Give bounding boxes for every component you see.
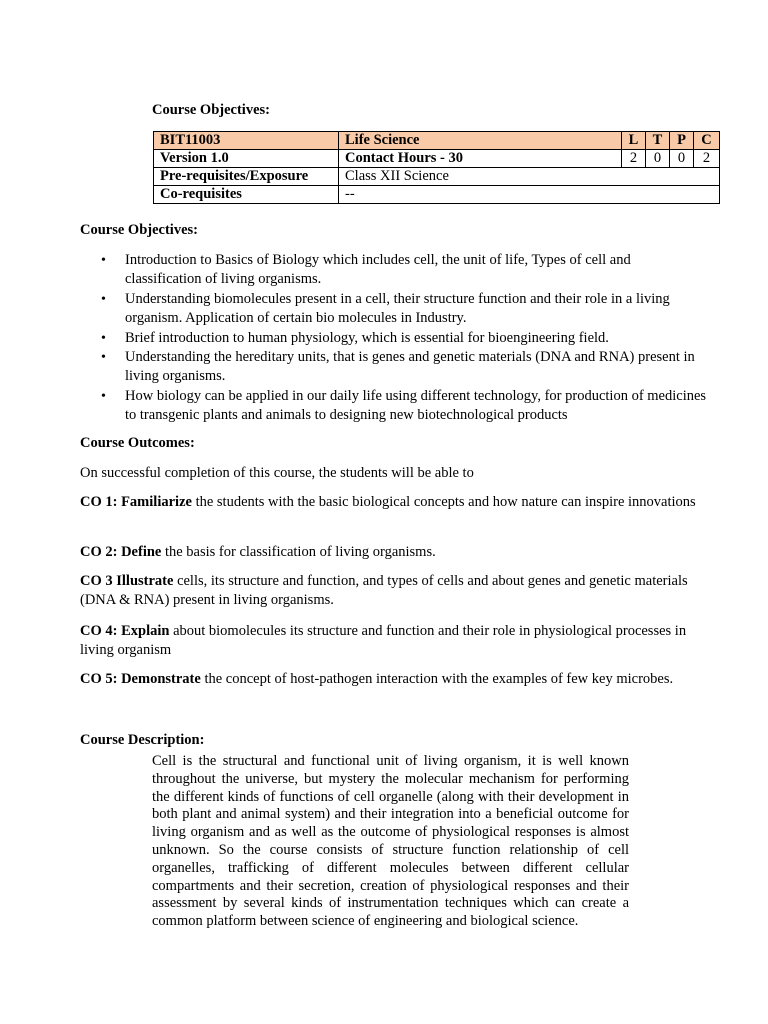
list-item-text: Understanding the hereditary units, that is genes and genetic materials (DNA and RNA) present in living organisms. — [125, 349, 695, 385]
outcome-lead: CO 4: Explain — [80, 623, 170, 639]
prerequisites-label: Pre-requisites/Exposure — [154, 168, 339, 186]
outcome-lead: CO 2: Define — [80, 544, 162, 560]
outcome-text: the students with the basic biological concepts and how nature can inspire innovations — [191, 494, 696, 510]
description-heading: Course Description: — [80, 732, 205, 748]
contact-hours-cell: Contact Hours - 30 — [339, 150, 622, 168]
bullet-icon: • — [101, 291, 106, 307]
corequisites-value: -- — [339, 186, 720, 204]
objectives-list — [80, 251, 710, 426]
ltpc-value-l: 2 — [622, 150, 646, 168]
list-item — [80, 290, 710, 329]
top-heading: Course Objectives: — [152, 102, 270, 118]
list-item — [80, 387, 710, 426]
ltpc-value-t: 0 — [646, 150, 670, 168]
ltpc-header-t: T — [646, 132, 670, 150]
course-outcome-5 — [80, 670, 710, 689]
ltpc-value-c: 2 — [694, 150, 720, 168]
course-outcome-3 — [80, 572, 710, 611]
bullet-icon: • — [101, 253, 106, 268]
version-cell: Version 1.0 — [154, 150, 339, 168]
table-row — [154, 186, 720, 204]
bullet-icon: • — [101, 330, 106, 346]
outcome-text: the concept of host-pathogen interaction with the examples of few key microbes. — [200, 671, 674, 687]
course-code: BIT11003 — [154, 132, 339, 150]
course-outcome-1 — [80, 493, 710, 512]
outcome-lead: CO 3 Illustrate — [80, 573, 174, 589]
bullet-icon: • — [101, 388, 106, 404]
outcome-lead: CO 5: Demonstrate — [80, 671, 201, 687]
objectives-heading: Course Objectives: — [80, 222, 198, 238]
course-info-table — [153, 131, 720, 204]
list-item-text: Brief introduction to human physiology, which is essential for bioengineering field. — [125, 329, 609, 346]
course-outcome-4 — [80, 622, 710, 661]
outcome-text: about biomolecules its structure and function and their role in physiological processes in living organism — [80, 623, 687, 659]
ltpc-value-p: 0 — [670, 150, 694, 168]
ltpc-header-l: L — [622, 132, 646, 150]
table-row — [154, 168, 720, 186]
outcome-lead: CO 1: Familiarize — [80, 494, 192, 510]
outcome-text: cells, its structure and function, and types of cells and about genes and genetic materials (DNA & RNA) present in living organisms. — [80, 573, 688, 609]
description-body: Cell is the structural and functional unit of living organism, it is well known throughout the universe, but mystery the molecular mechanism for performing the different kinds of functions of cell organelle (along with their development in both plant and animal system) and their integration into a beneficial outcome for living organism and as well as the outcome of physiological responses is almost unknown. So the course consists of structure function relationship of cell organelles, trafficking of different molecules between different cellular compartments and their secretion, creation of physiological responses and their assessment by several kinds of instrumentation techniques which can create a common platform between science of engineering and biological science. — [152, 753, 629, 930]
outcomes-heading: Course Outcomes: — [80, 435, 195, 451]
table-row — [154, 132, 720, 150]
course-outcome-2 — [80, 543, 710, 562]
outcome-text: the basis for classification of living organisms. — [161, 544, 436, 560]
bullet-icon: • — [101, 350, 106, 366]
course-title: Life Science — [339, 132, 622, 150]
table-row — [154, 150, 720, 168]
ltpc-header-c: C — [694, 132, 720, 150]
list-item — [80, 251, 710, 290]
list-item — [80, 348, 710, 387]
prerequisites-value: Class XII Science — [339, 168, 720, 186]
outcomes-intro: On successful completion of this course, the students will be able to — [80, 465, 474, 481]
list-item-text: Understanding biomolecules present in a cell, their structure function and their role in a living organism. Application of certain bio molecules in Industry. — [125, 290, 670, 327]
list-item — [80, 329, 710, 348]
list-item-text: Introduction to Basics of Biology which includes cell, the unit of life, Types of cell and classification of living organisms. — [125, 252, 631, 288]
ltpc-header-p: P — [670, 132, 694, 150]
list-item-text: How biology can be applied in our daily life using different technology, for production of medicines to transgenic plants and animals to designing new biotechnological products — [125, 387, 707, 424]
corequisites-label: Co-requisites — [154, 186, 339, 204]
